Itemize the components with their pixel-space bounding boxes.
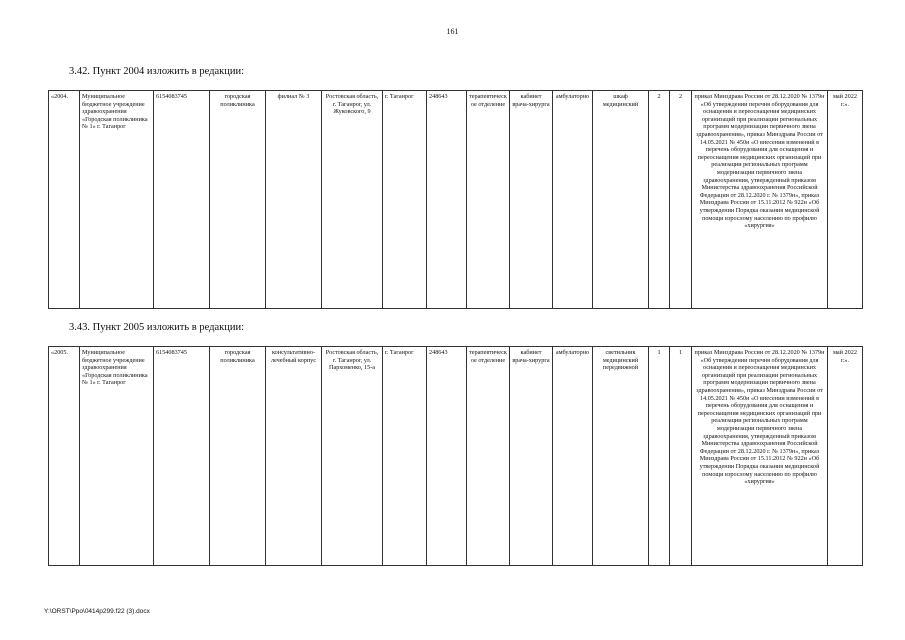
quantity-supplied: 1 bbox=[670, 347, 692, 566]
cabinet: кабинет врача-хирурга bbox=[510, 91, 553, 309]
organization-name: Муниципальное бюджетное учреждение здравоохранения «Городская поликлиника № 1» г. Таганрог bbox=[80, 347, 154, 566]
legal-basis: приказ Минздрава России от 28.12.2020 № 1379н «Об утверждении перечня оборудования для оснащения и переоснащения медицинских организаций при реализации региональных программ модернизации первичного звена здравоохранения», приказ Минздрава России от 14.05.2021 № 450н «О внесении изменений в перечень оборудования для оснащения и переоснащения медицинских организаций при реализации региональных программ модернизации первичного звена здравоохранения, утвержденный приказом Министерства здравоохранения Российской Федерации от 28.12.2020 г. № 1379н», приказ Минздрава России от 15.11.2012 № 922н «Об утверждении Порядка оказания медицинской помощи взрослому населению по профилю «хирургия» bbox=[692, 347, 828, 566]
organization-name: Муниципальное бюджетное учреждение здравоохранения «Городская поликлиника № 1» г. Таганрог bbox=[80, 91, 154, 309]
equipment: шкаф медицинский bbox=[593, 91, 649, 309]
branch-name: филиал № 3 bbox=[266, 91, 322, 309]
legal-basis: приказ Минздрава России от 28.12.2020 № 1379н «Об утверждении перечня оборудования для оснащения и переоснащения медицинских организаций при реализации региональных программ модернизации первичного звена здравоохранения», приказ Минздрава России от 14.05.2021 № 450н «О внесении изменений в перечень оборудования для оснащения и переоснащения медицинских организаций при реализации региональных программ модернизации первичного звена здравоохранения, утвержденный приказом Министерства здравоохранения Российской Федерации от 28.12.2020 г. № 1379н», приказ Минздрава России от 15.11.2012 № 922н «Об утверждении Порядка оказания медицинской помощи взрослому населению по профилю «хирургия» bbox=[692, 91, 828, 309]
table-item-2004 bbox=[48, 90, 863, 309]
department: терапевтическое отделение bbox=[467, 91, 510, 309]
section-heading-2005: 3.43. Пункт 2005 изложить в редакции: bbox=[69, 322, 244, 333]
quantity-supplied: 2 bbox=[670, 91, 692, 309]
delivery-date: май 2022 г.». bbox=[828, 91, 863, 309]
address: Ростовская область, г. Таганрог, ул. Жуковского, 9 bbox=[322, 91, 383, 309]
quantity-required: 2 bbox=[649, 91, 670, 309]
registry-code: 248643 bbox=[427, 91, 467, 309]
delivery-date: май 2022 г.». bbox=[828, 347, 863, 566]
facility-type: городская поликлиника bbox=[210, 347, 266, 566]
file-path-footer: Y:\ORST\Ppo\0414p299.f22 (3).docx bbox=[44, 608, 150, 615]
branch-name: консультативно-лечебный корпус bbox=[266, 347, 322, 566]
cabinet: кабинет врача-хирурга bbox=[510, 347, 553, 566]
city: г. Таганрог bbox=[383, 91, 427, 309]
facility-type: городская поликлиника bbox=[210, 91, 266, 309]
table-row bbox=[49, 347, 863, 566]
table-row bbox=[49, 91, 863, 309]
inn-code: 6154083745 bbox=[154, 347, 210, 566]
section-heading-2004: 3.42. Пункт 2004 изложить в редакции: bbox=[69, 66, 244, 77]
registry-code: 248643 bbox=[427, 347, 467, 566]
page-number: 161 bbox=[446, 27, 459, 36]
care-type: амбулаторно bbox=[553, 347, 593, 566]
item-number: «2004. bbox=[49, 91, 80, 309]
department: терапевтическое отделение bbox=[467, 347, 510, 566]
quantity-required: 1 bbox=[649, 347, 670, 566]
address: Ростовская область, г. Таганрог, ул. Пархоменко, 15-а bbox=[322, 347, 383, 566]
care-type: амбулаторно bbox=[553, 91, 593, 309]
city: г. Таганрог bbox=[383, 347, 427, 566]
inn-code: 6154083745 bbox=[154, 91, 210, 309]
table-item-2005 bbox=[48, 346, 863, 566]
item-number: «2005. bbox=[49, 347, 80, 566]
equipment: светильник медицинский передвижной bbox=[593, 347, 649, 566]
